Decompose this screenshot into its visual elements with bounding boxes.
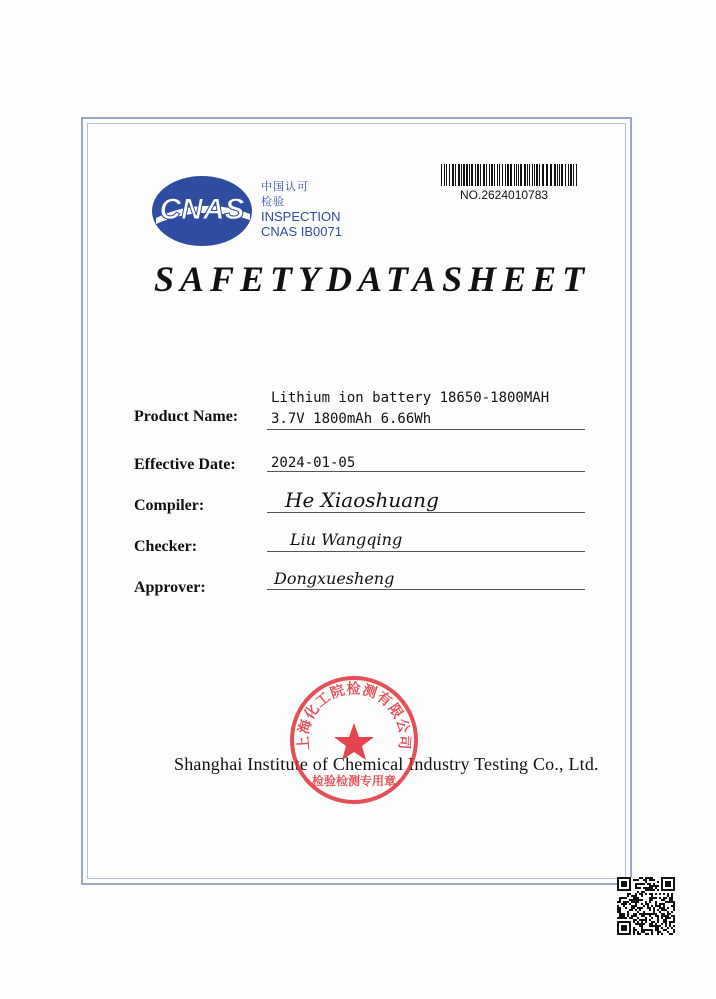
product-name-line1: Lithium ion battery 18650-1800MAH: [271, 390, 550, 406]
approver-signature: Dongxuesheng: [274, 569, 395, 588]
logo-cn-line2: 检验: [261, 195, 285, 208]
logo-text: [261, 179, 342, 239]
checker-signature: Liu Wangqing: [290, 530, 403, 549]
svg-text:上海化工院检测有限公司: 上海化工院检测有限公司: [295, 681, 413, 751]
document-number: NO.2624010783: [460, 188, 549, 202]
compiler-label: Compiler:: [134, 497, 205, 514]
compiler-underline: [267, 512, 585, 513]
product-name-label: Product Name:: [134, 408, 239, 425]
approver-label: Approver:: [134, 579, 206, 596]
effective-date-value: 2024-01-05: [271, 455, 356, 471]
product-underline: [267, 429, 585, 430]
approver-underline: [267, 589, 585, 590]
logo-line4: CNAS IB0071: [261, 224, 342, 239]
cnas-logo: [150, 174, 256, 248]
checker-label: Checker:: [134, 538, 198, 555]
qr-code[interactable]: [617, 877, 675, 935]
compiler-signature: He Xiaoshuang: [285, 488, 439, 512]
date-underline: [267, 471, 585, 472]
company-name: Shanghai Institute of Chemical Industry Testing Co., Ltd.: [174, 754, 599, 774]
document-title: SAFETYDATASHEET: [154, 259, 591, 299]
logo-cn-line1: 中国认可: [261, 180, 309, 193]
effective-date-label: Effective Date:: [134, 456, 236, 473]
barcode: [441, 164, 579, 186]
official-seal: [287, 673, 421, 807]
checker-underline: [267, 551, 585, 552]
logo-mark: CNAS: [159, 193, 245, 226]
logo-line3: INSPECTION: [261, 209, 341, 224]
svg-text:检验检测专用章: 检验检测专用章: [311, 774, 397, 788]
product-name-line2: 3.7V 1800mAh 6.66Wh: [271, 411, 432, 427]
